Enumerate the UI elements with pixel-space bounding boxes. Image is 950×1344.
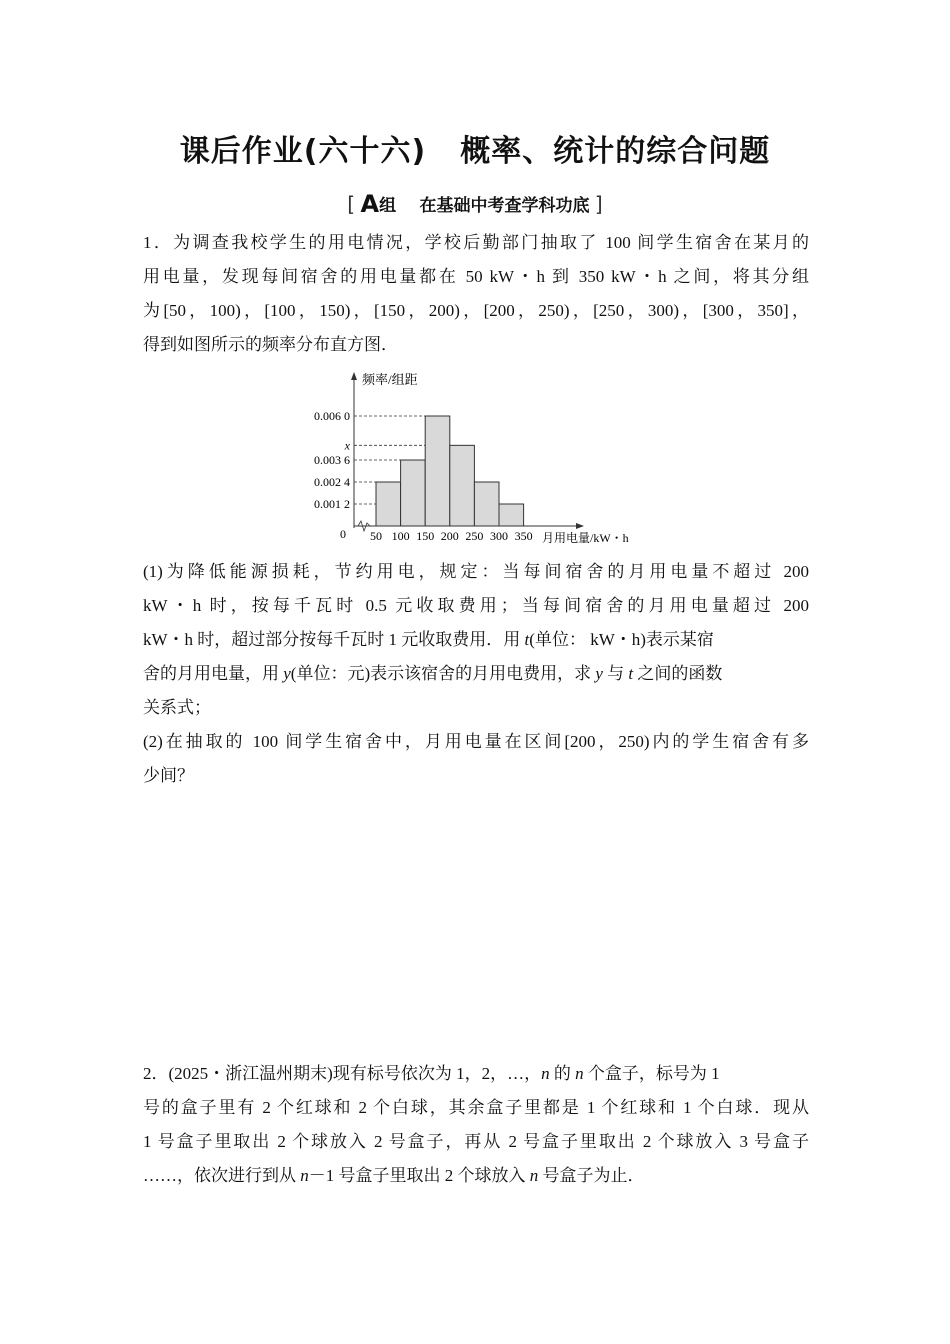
- y-tick-label: 0.006 0: [314, 409, 350, 423]
- group-header: [0, 190, 950, 218]
- q1-line-3: 为[50，100)，[100，150)，[150，200)，[200，250)，[250，300)，[300，350]，: [143, 301, 809, 320]
- x-axis-arrow: [576, 523, 584, 529]
- question-1-intro: [143, 226, 809, 362]
- q1-line-1: 1．为调查我校学生的用电情况，学校后勤部门抽取了 100 间学生宿舍在某月的: [143, 233, 809, 252]
- x-tick-label: 100: [391, 529, 410, 543]
- title-main: 课后作业(六十六): [179, 134, 427, 169]
- histogram-bar: [474, 482, 499, 526]
- x-tick-label: 200: [440, 529, 459, 543]
- q1-part2-line-1: (2)在抽取的 100 间学生宿舍中，月用电量在区间[200，250)内的学生宿舍有多: [143, 732, 809, 751]
- q2-line-2: 号的盒子里有 2 个红球和 2 个白球，其余盒子里都是 1 个红球和 1 个白球．现从: [143, 1098, 809, 1117]
- y-axis-title: 频率/组距: [362, 372, 418, 387]
- x-tick-label: 50: [370, 529, 382, 543]
- q1-part1-line-5: 关系式；: [143, 698, 211, 717]
- question-2: [143, 1057, 809, 1193]
- group-text: 在基础中考查学科功底: [419, 196, 590, 216]
- q1-part1-line-1: (1)为降低能源损耗，节约用电，规定：当每间宿舍的月用电量不超过 200: [143, 562, 809, 581]
- q1-part1-line-4: 舍的月用电量，用 y(单位：元)表示该宿舍的月用电费用，求 y 与 t 之间的函数: [143, 664, 723, 683]
- q1-part2-line-2: 少间？: [143, 766, 194, 785]
- y-tick-label: x: [344, 438, 350, 453]
- q1-line-2: 用电量，发现每间宿舍的用电量都在 50 kW・h 到 350 kW・h 之间，将其分组: [143, 267, 809, 286]
- frequency-histogram: [290, 364, 660, 550]
- x-tick-label: 300: [490, 529, 508, 543]
- histogram-bar: [376, 482, 401, 526]
- bracket-right: ]: [594, 192, 603, 216]
- y-tick-label: 0.003 6: [314, 453, 350, 467]
- q1-part1-line-3: kW・h 时，超过部分按每千瓦时 1 元收取费用．用 t(单位： kW・h)表示某宿: [143, 630, 714, 649]
- x-tick-label: 250: [465, 529, 484, 543]
- q2-line-4: ……，依次进行到从 n－1 号盒子里取出 2 个球放入 n 号盒子为止．: [143, 1166, 645, 1185]
- title-sub: 概率、统计的综合问题: [460, 134, 771, 169]
- histogram-bar: [425, 416, 450, 526]
- question-1-parts: [143, 555, 809, 793]
- y-tick-label: 0.001 2: [314, 497, 350, 511]
- page-title: [0, 126, 950, 170]
- q2-line-3: 1 号盒子里取出 2 个球放入 2 号盒子，再从 2 号盒子里取出 2 个球放入 3 号盒子: [143, 1132, 809, 1151]
- x-axis-title: 月用电量/kW・h: [542, 531, 629, 545]
- group-label: 组: [379, 196, 397, 216]
- q1-part1-line-2: kW・h 时，按每千瓦时 0.5 元收取费用；当每间宿舍的月用电量超过 200: [143, 596, 809, 615]
- histogram-bar: [499, 504, 524, 526]
- q2-line-1: 2．(2025・浙江温州期末)现有标号依次为 1，2，…，n 的 n 个盒子，标号为 1: [143, 1064, 720, 1083]
- y-tick-label: 0.002 4: [314, 475, 350, 489]
- y-axis-arrow: [351, 372, 357, 380]
- q1-line-4: 得到如图所示的频率分布直方图．: [143, 335, 398, 354]
- histogram-bar: [401, 460, 426, 526]
- bracket-left: [: [347, 192, 356, 216]
- x-tick-label: 350: [514, 529, 533, 543]
- histogram-bar: [450, 445, 475, 526]
- group-letter: A: [360, 190, 380, 218]
- origin-label: 0: [340, 527, 346, 541]
- x-tick-label: 150: [416, 529, 435, 543]
